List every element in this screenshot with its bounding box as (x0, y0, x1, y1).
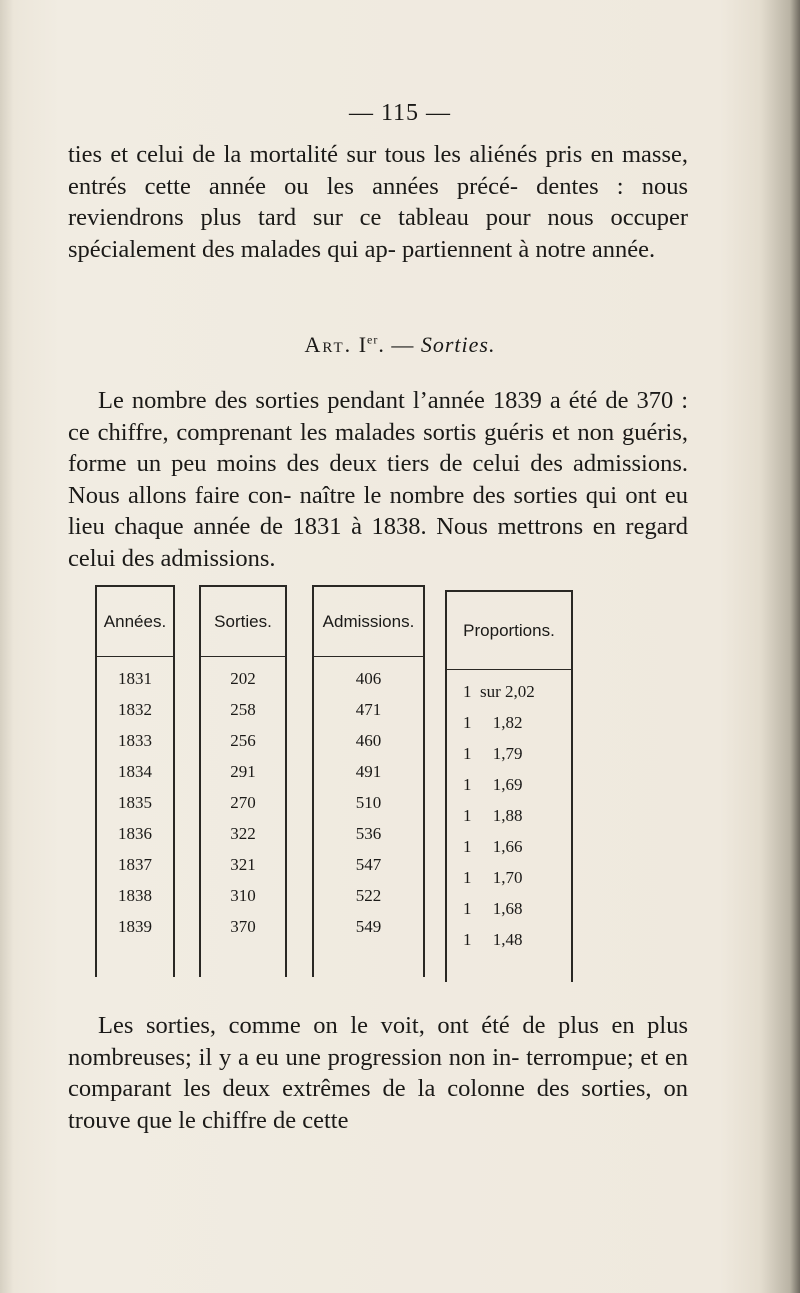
cell-annee: 1833 (118, 731, 152, 750)
cell-admissions: 547 (355, 855, 382, 874)
article-heading (0, 332, 800, 358)
paragraph-intro: ties et celui de la mortalité sur tous les aliénés pris en masse, entrés cette année ou les années précé- dentes : nous reviendrons plus tard sur ce tableau pour nous occuper spécialement des malades qui ap- partiennent à notre année. (68, 141, 688, 263)
cell-proportion: 1 1,70 (463, 868, 523, 887)
column-header-sorties: Sorties. (201, 585, 285, 657)
cell-admissions: 460 (355, 731, 382, 750)
article-title: Sorties. (420, 332, 496, 357)
column-header-annees: Années. (97, 585, 173, 657)
cell-annee: 1834 (118, 762, 152, 781)
statistics-table (95, 585, 575, 977)
article-dash: . — (378, 332, 415, 357)
cell-annee: 1839 (118, 917, 152, 936)
cell-proportion: 1 1,88 (463, 806, 523, 825)
column-cells-proportions (447, 670, 571, 955)
paragraph-sorties: Le nombre des sorties pendant l’année 1839 a été de 370 : ce chiffre, comprenant les malades sortis guéris et non guéris, forme un peu moins des deux tiers de celui des admissions. Nous allons faire con- naître le nombre des sorties qui ont eu lieu chaque année de 1831 à 1838. Nous mettrons en regard celui des admissions. (68, 387, 688, 572)
article-number-suffix: er (367, 332, 379, 347)
cell-admissions: 510 (355, 793, 382, 812)
cell-sorties: 270 (230, 793, 256, 812)
cell-annee: 1832 (118, 700, 152, 719)
article-number: I (358, 332, 368, 357)
cell-admissions: 536 (355, 824, 382, 843)
cell-proportion: 1 sur 2,02 (463, 682, 535, 701)
cell-annee: 1836 (118, 824, 152, 843)
column-admissions (312, 585, 425, 977)
cell-proportion: 1 1,48 (463, 930, 523, 949)
cell-sorties: 258 (230, 700, 256, 719)
cell-sorties: 321 (230, 855, 256, 874)
article-label: Art. (304, 332, 353, 357)
column-proportions (445, 590, 573, 982)
cell-annee: 1837 (118, 855, 152, 874)
column-cells-annees (97, 657, 173, 942)
cell-annee: 1838 (118, 886, 152, 905)
cell-proportion: 1 1,79 (463, 744, 523, 763)
column-annees (95, 585, 175, 977)
column-sorties (199, 585, 287, 977)
cell-proportion: 1 1,68 (463, 899, 523, 918)
cell-sorties: 310 (230, 886, 256, 905)
paragraph-conclusion: Les sorties, comme on le voit, ont été de plus en plus nombreuses; il y a eu une progression non in- terrompue; et en comparant les deux extrêmes de la colonne des sorties, on trouve que le chiffre de cette (68, 1012, 688, 1134)
column-cells-sorties (201, 657, 285, 942)
column-header-proportions: Proportions. (447, 590, 571, 670)
column-header-admissions: Admissions. (314, 585, 423, 657)
cell-sorties: 202 (230, 669, 256, 688)
cell-annee: 1831 (118, 669, 152, 688)
cell-sorties: 370 (230, 917, 256, 936)
cell-proportion: 1 1,82 (463, 713, 523, 732)
cell-admissions: 406 (355, 669, 382, 688)
cell-proportion: 1 1,69 (463, 775, 523, 794)
cell-proportion: 1 1,66 (463, 837, 523, 856)
page-number: — 115 — (348, 100, 452, 126)
cell-admissions: 491 (355, 762, 382, 781)
cell-sorties: 291 (230, 762, 256, 781)
cell-sorties: 322 (230, 824, 256, 843)
cell-admissions: 549 (355, 917, 382, 936)
column-cells-admissions (314, 657, 423, 942)
cell-sorties: 256 (230, 731, 256, 750)
cell-admissions: 471 (355, 700, 382, 719)
cell-annee: 1835 (118, 793, 152, 812)
cell-admissions: 522 (355, 886, 382, 905)
